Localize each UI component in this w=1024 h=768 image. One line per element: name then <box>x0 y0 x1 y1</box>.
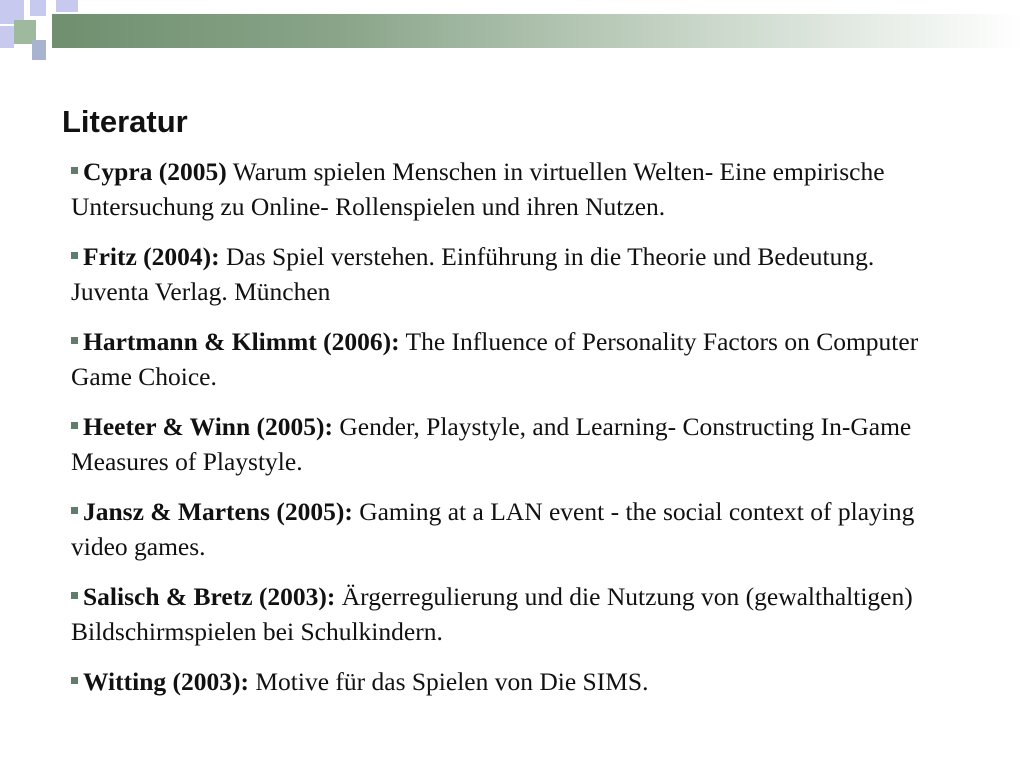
reference-text: Gender, Playstyle, and Learning- Constructing In-Game Measures of Playstyle. <box>71 412 912 476</box>
page-title: Literatur <box>62 104 188 139</box>
decorative-square <box>32 40 46 60</box>
decorative-square <box>56 0 78 12</box>
list-item <box>71 409 951 479</box>
reference-author: Witting (2003): <box>83 667 249 696</box>
square-bullet-icon <box>71 677 78 684</box>
list-item <box>71 154 951 224</box>
square-bullet-icon <box>71 507 78 514</box>
reference-text: Warum spielen Menschen in virtuellen Welten- Eine empirische Untersuchung zu Online- Rollenspielen und ihren Nutzen. <box>71 157 885 221</box>
reference-author: Salisch & Bretz (2003): <box>83 582 336 611</box>
reference-author: Heeter & Winn (2005): <box>83 412 334 441</box>
square-bullet-icon <box>71 592 78 599</box>
header-gradient-band <box>52 14 1024 48</box>
list-item <box>71 664 951 699</box>
reference-text: Das Spiel verstehen. Einführung in die Theorie und Bedeutung. Juventa Verlag. München <box>71 242 875 306</box>
square-bullet-icon <box>71 167 78 174</box>
square-bullet-icon <box>71 422 78 429</box>
decorative-square <box>0 26 14 48</box>
reference-text: Motive für das Spielen von Die SIMS. <box>248 667 649 696</box>
list-item <box>71 494 951 564</box>
decorative-square <box>30 0 46 16</box>
reference-text: Ärgerregulierung und die Nutzung von (gewalthaltigen) Bildschirmspielen bei Schulkindern. <box>71 582 913 646</box>
reference-text: Gaming at a LAN event - the social context of playing video games. <box>71 497 915 561</box>
list-item <box>71 324 951 394</box>
list-item <box>71 239 951 309</box>
reference-author: Fritz (2004): <box>83 242 220 271</box>
reference-list <box>71 154 951 714</box>
square-bullet-icon <box>71 337 78 344</box>
reference-text: The Influence of Personality Factors on Computer Game Choice. <box>71 327 919 391</box>
square-bullet-icon <box>71 252 78 259</box>
reference-author: Cypra (2005) <box>83 157 227 186</box>
reference-author: Jansz & Martens (2005): <box>83 497 353 526</box>
list-item <box>71 579 951 649</box>
reference-author: Hartmann & Klimmt (2006): <box>83 327 400 356</box>
